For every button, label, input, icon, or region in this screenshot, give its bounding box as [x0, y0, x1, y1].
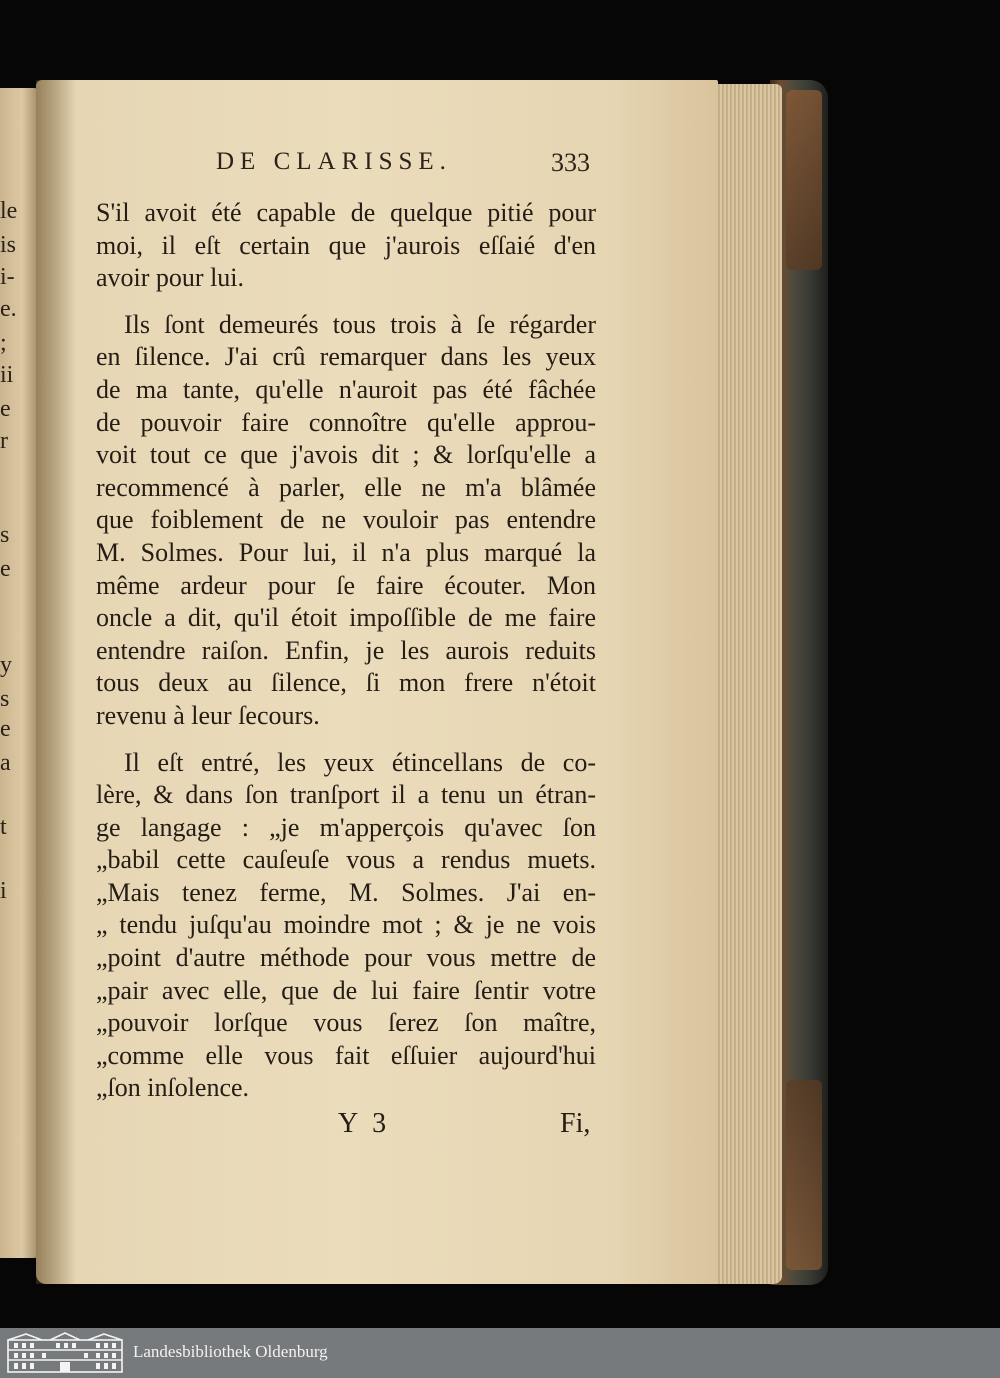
text-line: „pouvoir lorſque vous ſerez ſon maître,	[96, 1008, 596, 1038]
signature-mark: Y 3	[338, 1108, 391, 1139]
fragment: a	[0, 750, 11, 776]
fragment: e	[0, 716, 11, 742]
text-line: M. Solmes. Pour lui, il n'a plus marqué la	[96, 537, 596, 567]
fragment: e	[0, 556, 11, 582]
fragment: t	[0, 814, 7, 840]
text-line: „pair avec elle, que de lui faire ſentir votre	[96, 975, 596, 1005]
text-line: que foiblement de ne vouloir pas entendre	[96, 505, 596, 535]
text-line: oncle a dit, qu'il étoit impoſſible de me faire	[96, 603, 596, 633]
text-line: „ tendu juſqu'au moindre mot ; & je ne vois	[96, 910, 596, 940]
page-number: 333	[551, 148, 590, 177]
fragment: s	[0, 522, 10, 548]
fragment: i	[0, 878, 7, 904]
paragraph-gap	[96, 295, 596, 309]
fragment: e	[0, 396, 11, 422]
text-line: Ils ſont demeurés tous trois à ſe régarder	[124, 309, 596, 339]
text-line: voit tout ce que j'avois dit ; & lorſqu'elle a	[96, 440, 596, 470]
text-line: revenu à leur ſecours.	[96, 700, 320, 730]
running-head	[100, 148, 600, 188]
fragment: le	[0, 198, 18, 224]
body-text	[96, 197, 596, 1105]
text-line: ge langage : „je m'apperçois qu'avec ſon	[96, 812, 596, 842]
fragment: e.	[0, 296, 17, 322]
fragment: ii	[0, 362, 14, 388]
text-line: „Mais tenez ferme, M. Solmes. J'ai en-	[96, 877, 596, 907]
catchword: Fi,	[560, 1108, 591, 1139]
text-line: „point d'autre méthode pour vous mettre de	[96, 943, 596, 973]
text-line: avoir pour lui.	[96, 263, 245, 293]
text-line: Il eſt entré, les yeux étincellans de co-	[124, 747, 596, 777]
paragraph-gap	[96, 733, 596, 747]
text-line: S'il avoit été capable de quelque pitié pour	[96, 198, 596, 227]
text-line: „ſon inſolence.	[96, 1073, 250, 1103]
attribution-bar	[0, 1328, 1000, 1378]
fragment: ;	[0, 330, 7, 356]
binding-wear-top	[786, 90, 822, 270]
text-line: moi, il eſt certain que j'aurois eſſaié d'en	[96, 230, 596, 260]
binding-wear-bottom	[786, 1080, 822, 1270]
text-line: tous deux au ſilence, ſi mon frere n'étoit	[96, 668, 596, 698]
text-line: lère, & dans ſon tranſport il a tenu un étran-	[96, 780, 596, 810]
fragment: s	[0, 686, 10, 712]
fragment: r	[0, 428, 8, 454]
gutter-shadow	[36, 80, 76, 1284]
text-line: de ma tante, qu'elle n'auroit pas été fâchée	[96, 374, 596, 404]
text-line: recommencé à parler, elle ne m'a blâmée	[96, 472, 596, 502]
fragment: y	[0, 652, 12, 678]
text-line: „babil cette cauſeuſe vous a rendus muets.	[96, 845, 596, 875]
library-building-logo-icon	[6, 1332, 124, 1374]
text-line: entendre raiſon. Enfin, je les aurois reduits	[96, 635, 596, 665]
fragment: i-	[0, 264, 15, 290]
text-line: „comme elle vous fait eſſuier aujourd'hui	[96, 1040, 596, 1070]
text-line: en ſilence. J'ai crû remarquer dans les yeux	[96, 342, 596, 372]
fragment: is	[0, 232, 17, 258]
library-name: Landesbibliothek Oldenburg	[133, 1342, 328, 1361]
running-head-title: DE CLARISSE.	[216, 148, 452, 175]
text-line: même ardeur pour ſe faire écouter. Mon	[96, 570, 596, 600]
text-line: de pouvoir faire connoître qu'elle approu-	[96, 407, 596, 437]
page-edges	[712, 84, 782, 1284]
